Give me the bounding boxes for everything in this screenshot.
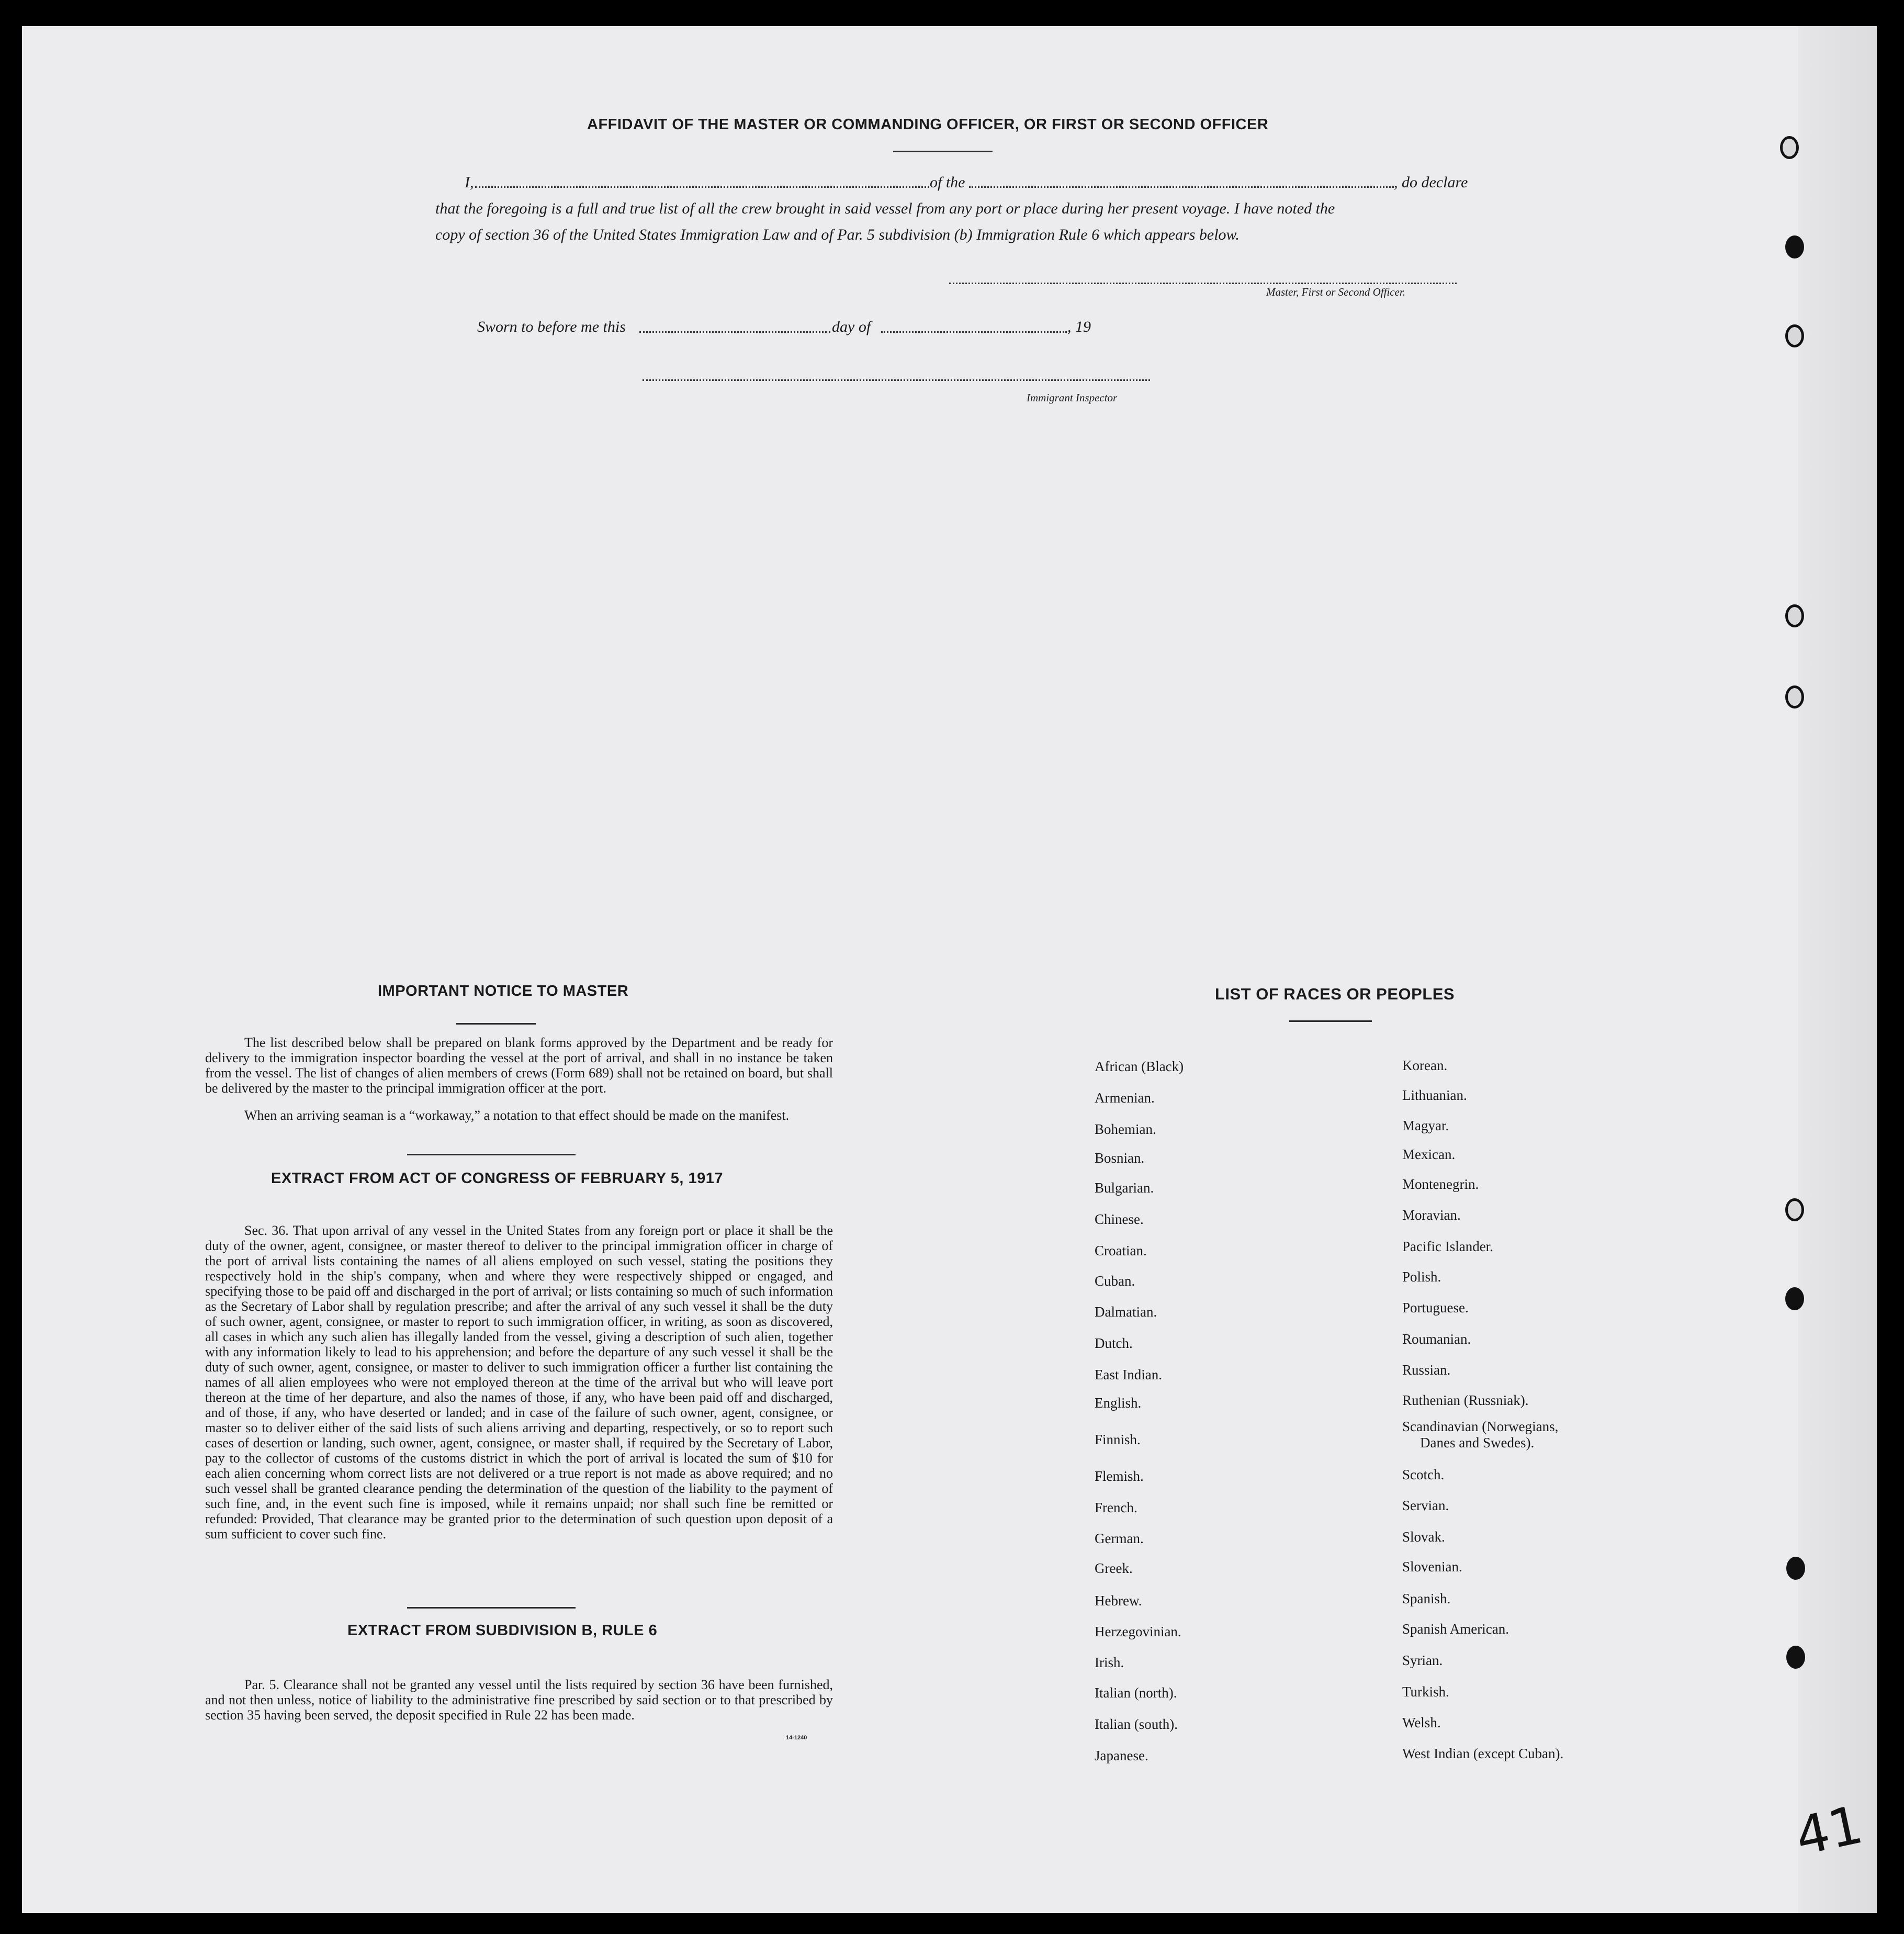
- race-item: Bohemian.: [1095, 1121, 1156, 1137]
- handwritten-page-mark: 41: [1790, 1794, 1868, 1868]
- race-item: Magyar.: [1402, 1118, 1449, 1133]
- notice-paragraph-1: The list described below shall be prepared on blank forms approved by the Department and be ready for delivery to the immigration inspector boarding the vessel at the port of arrival, and shall in no instance be taken from the vessel. The list of changes of alien members of crews (Form 689) shall not be retained on board, but shall be delivered by the master to the principal immigration officer at the port.: [205, 1035, 833, 1096]
- race-item: Mexican.: [1402, 1146, 1456, 1162]
- affidavit-of-the-label: of the: [930, 174, 965, 191]
- race-item: African (Black): [1095, 1059, 1184, 1074]
- race-item: Italian (south).: [1095, 1716, 1178, 1732]
- master-caption: Master, First or Second Officer.: [1266, 286, 1405, 298]
- affidavit-declare-label: , do declare: [1394, 174, 1468, 191]
- race-item: Portuguese.: [1402, 1300, 1469, 1315]
- race-item: Lithuanian.: [1402, 1087, 1467, 1103]
- race-item: Turkish.: [1402, 1684, 1449, 1700]
- race-item: Roumanian.: [1402, 1331, 1471, 1347]
- sworn-label: Sworn to before me this: [477, 318, 626, 335]
- notice-paragraph-2: When an arriving seaman is a “workaway,” a notation to that effect should be made on the manifest.: [244, 1108, 790, 1123]
- year-prefix: , 19: [1067, 318, 1091, 335]
- form-number: 14-1240: [786, 1735, 807, 1741]
- race-item: Montenegrin.: [1402, 1176, 1479, 1192]
- race-item: Russian.: [1402, 1362, 1451, 1378]
- section-divider-1: [407, 1154, 576, 1155]
- race-item: Dutch.: [1095, 1335, 1133, 1351]
- race-item: Bosnian.: [1095, 1150, 1145, 1166]
- name-blank[interactable]: [475, 186, 929, 188]
- extract-congress-text: Sec. 36. That upon arrival of any vessel in the United States from any foreign port or place it shall be the duty of the owner, agent, consignee, or master thereof to deliver to the principal immigration officer in charge of the port of arrival lists containing the names of all aliens employed on such vessel, stating the positions they respectively hold in the ship's company, when and where they were respectively shipped or engaged, and specifying those to be paid off and discharged in the port of arrival; or lists containing so much of such information as the Secretary of Labor shall by regulation prescribe; and after the arrival of any such vessel it shall be the duty of such owner, agent, consignee, or master to report to such immigration officer, in writing, as soon as discovered, all cases in which any such alien has illegally landed from the vessel, giving a description of such alien, together with any information likely to lead to his apprehension; and before the departure of any such vessel it shall be the duty of such owner, agent, consignee, or master to deliver to such immigration officer a further list containing the names of all alien employees who were not employed thereon at the time of the arrival but who will leave port thereon at the time of her departure, and also the names of those, if any, who have been paid off and discharged, and of those, if any, who have deserted or landed; and in case of the failure of such owner, agent, consignee, or master so to deliver either of the said lists of such aliens arriving and departing, respectively, or so to report such cases of desertion or landing, such owner, agent, consignee, or master shall, if required by the Secretary of Labor, pay to the collector of customs of the customs district in which the port of arrival is located the sum of $10 for each alien concerning whom correct lists are not delivered or a true report is not made as above required; and no such vessel shall be granted clearance pending the determination of the question of the liability to the payment of such fine, and, in the event such fine is imposed, while it remains unpaid; nor shall such fine be remitted or refunded: Provided, That clearance may be granted prior to the determination of such question upon deposit of a sum sufficient to cover such fine.: [205, 1223, 833, 1542]
- race-item: Korean.: [1402, 1058, 1448, 1073]
- affidavit-line-2: that the foregoing is a full and true list of all the crew brought in said vessel from any port or place during her present voyage. I have noted the: [435, 200, 1335, 217]
- race-item: Slovak.: [1402, 1529, 1445, 1545]
- affidavit-title: AFFIDAVIT OF THE MASTER OR COMMANDING OFFICER, OR FIRST OR SECOND OFFICER: [587, 116, 1269, 133]
- master-signature-blank[interactable]: [949, 283, 1457, 284]
- page-edge-strip: [1798, 26, 1877, 1913]
- race-item-continuation: Danes and Swedes).: [1420, 1435, 1535, 1450]
- race-item: Flemish.: [1095, 1468, 1144, 1484]
- races-underline: [1289, 1020, 1372, 1022]
- race-item: Dalmatian.: [1095, 1304, 1157, 1320]
- race-item: Moravian.: [1402, 1207, 1461, 1223]
- race-item: French.: [1095, 1500, 1137, 1515]
- race-item: Servian.: [1402, 1498, 1449, 1513]
- binder-hole-9: [1786, 1646, 1805, 1669]
- race-item: German.: [1095, 1531, 1144, 1546]
- race-item: Syrian.: [1402, 1652, 1443, 1668]
- notice-underline: [456, 1023, 536, 1025]
- binder-hole-7: [1785, 1287, 1804, 1310]
- binder-hole-1: [1780, 136, 1799, 159]
- sworn-month-blank[interactable]: [881, 331, 1067, 333]
- race-item: Pacific Islander.: [1402, 1239, 1493, 1254]
- race-item: Hebrew.: [1095, 1593, 1142, 1609]
- race-item: Herzegovinian.: [1095, 1624, 1181, 1639]
- manifest-page: [22, 26, 1877, 1913]
- race-item: Greek.: [1095, 1560, 1133, 1576]
- extract-rule-text: Par. 5. Clearance shall not be granted any vessel until the lists required by section 36 have been furnished, and not then unless, notice of liability to the administrative fine prescribed by said section or to that prescribed by section 35 having been served, the deposit specified in Rule 22 has been made.: [205, 1677, 833, 1723]
- race-item: Ruthenian (Russniak).: [1402, 1392, 1529, 1408]
- binder-hole-4: [1785, 604, 1804, 627]
- binder-hole-6: [1785, 1198, 1804, 1221]
- vessel-blank[interactable]: [969, 186, 1394, 188]
- section-divider-2: [407, 1607, 576, 1609]
- sworn-day-blank[interactable]: [639, 331, 830, 333]
- race-item: English.: [1095, 1395, 1142, 1411]
- race-item: Finnish.: [1095, 1432, 1141, 1447]
- extract-rule-title: EXTRACT FROM SUBDIVISION B, RULE 6: [347, 1622, 658, 1639]
- race-item: Scotch.: [1402, 1467, 1445, 1482]
- race-item: Spanish American.: [1402, 1621, 1509, 1637]
- race-item: Croatian.: [1095, 1243, 1147, 1258]
- notice-title: IMPORTANT NOTICE TO MASTER: [378, 983, 629, 999]
- affidavit-line-3: copy of section 36 of the United States Immigration Law and of Par. 5 subdivision (b) Immigration Rule 6 which appears below.: [435, 226, 1240, 243]
- race-item: Chinese.: [1095, 1211, 1144, 1227]
- race-item: East Indian.: [1095, 1367, 1162, 1382]
- race-item: Welsh.: [1402, 1715, 1441, 1730]
- race-item: Scandinavian (Norwegians,: [1402, 1419, 1559, 1434]
- binder-hole-3: [1785, 324, 1804, 347]
- race-item: Slovenian.: [1402, 1559, 1462, 1575]
- inspector-signature-blank[interactable]: [643, 379, 1150, 381]
- inspector-caption: Immigrant Inspector: [1027, 391, 1118, 404]
- race-item: Italian (north).: [1095, 1685, 1177, 1701]
- binder-hole-8: [1786, 1557, 1805, 1580]
- binder-hole-5: [1785, 685, 1804, 709]
- race-item: West Indian (except Cuban).: [1402, 1746, 1564, 1761]
- race-item: Spanish.: [1402, 1591, 1451, 1606]
- race-item: Armenian.: [1095, 1090, 1155, 1106]
- race-item: Polish.: [1402, 1269, 1441, 1285]
- races-title: LIST OF RACES OR PEOPLES: [1215, 985, 1455, 1003]
- race-item: Japanese.: [1095, 1748, 1148, 1763]
- title-underline: [893, 151, 993, 152]
- binder-hole-2: [1785, 235, 1804, 258]
- extract-congress-title: EXTRACT FROM ACT OF CONGRESS OF FEBRUARY 5, 1917: [271, 1170, 724, 1187]
- race-item: Irish.: [1095, 1655, 1124, 1670]
- day-of-label: day of: [832, 318, 871, 335]
- affidavit-i-label: I,: [465, 174, 474, 191]
- race-item: Bulgarian.: [1095, 1180, 1154, 1196]
- race-item: Cuban.: [1095, 1273, 1135, 1289]
